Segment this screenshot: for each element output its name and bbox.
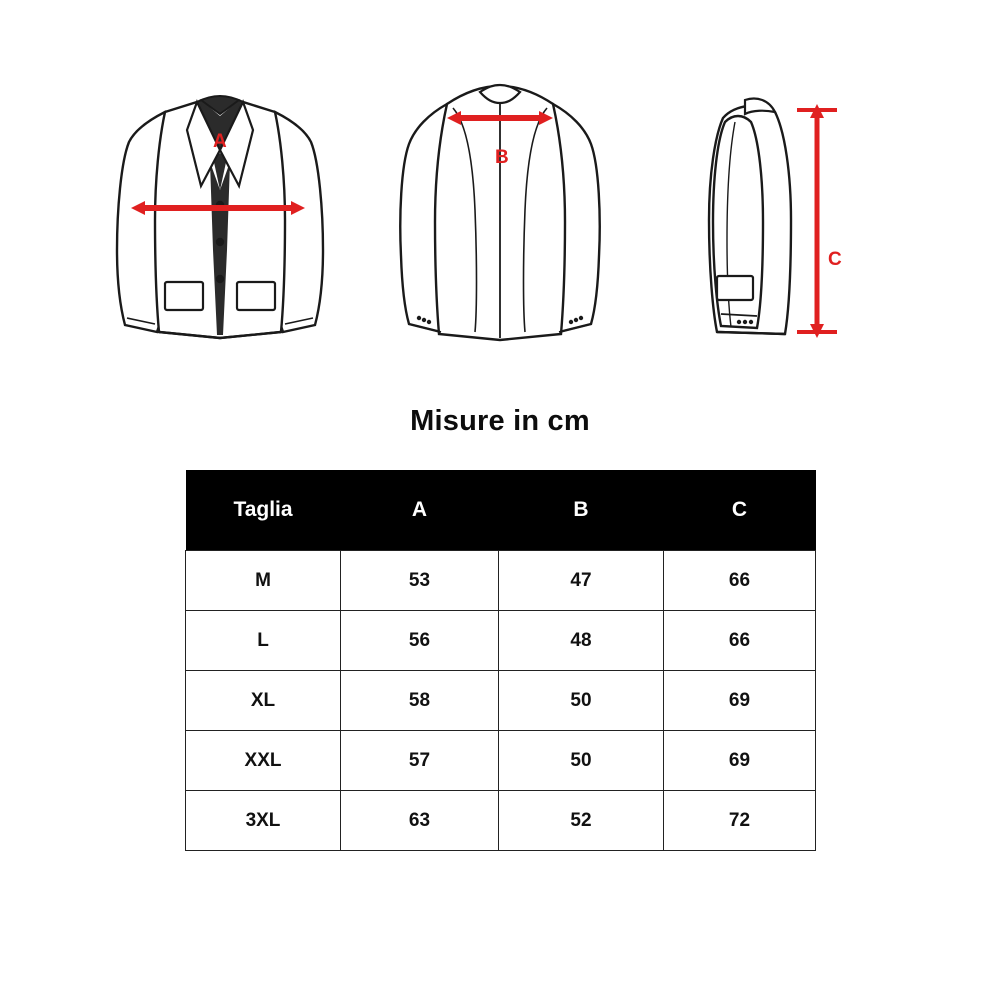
table-cell-size: XL	[186, 671, 341, 731]
table-header-cell-b: B	[499, 470, 664, 551]
measure-label-a-upper: A	[213, 131, 227, 152]
table-cell-b: 52	[499, 791, 664, 851]
size-table	[185, 470, 816, 851]
jacket-back-illustration	[385, 70, 615, 370]
jacket-side-view	[665, 70, 895, 370]
table-cell-a: 53	[341, 551, 499, 611]
table-row	[186, 551, 816, 611]
table-cell-c: 69	[664, 671, 816, 731]
table-header-row	[186, 470, 816, 551]
table-cell-b: 50	[499, 671, 664, 731]
measure-label-b: B	[495, 147, 509, 168]
page-title: Misure in cm	[410, 405, 590, 437]
table-cell-b: 48	[499, 611, 664, 671]
table-header-cell-size: Taglia	[186, 470, 341, 551]
table-cell-size: M	[186, 551, 341, 611]
table-cell-size: 3XL	[186, 791, 341, 851]
table-cell-a: 57	[341, 731, 499, 791]
table-row	[186, 671, 816, 731]
table-cell-c: 66	[664, 611, 816, 671]
table-cell-b: 50	[499, 731, 664, 791]
measurement-arrow-c	[797, 104, 837, 338]
table-cell-c: 66	[664, 551, 816, 611]
table-cell-b: 47	[499, 551, 664, 611]
jacket-front-illustration	[105, 70, 335, 370]
table-cell-size: XXL	[186, 731, 341, 791]
table-body	[186, 551, 816, 851]
table-cell-a: 63	[341, 791, 499, 851]
table-row	[186, 611, 816, 671]
table-cell-size: L	[186, 611, 341, 671]
size-table-container	[185, 470, 815, 851]
table-cell-c: 72	[664, 791, 816, 851]
table-header-cell-a: A	[341, 470, 499, 551]
illustration-row	[0, 70, 1000, 390]
table-cell-a: 56	[341, 611, 499, 671]
table-row	[186, 731, 816, 791]
table-header	[186, 470, 816, 551]
measure-label-c: C	[828, 249, 842, 270]
table-row	[186, 791, 816, 851]
table-header-cell-c: C	[664, 470, 816, 551]
jacket-back-view	[385, 70, 615, 370]
table-cell-a: 58	[341, 671, 499, 731]
jacket-front-view	[105, 70, 335, 370]
jacket-side-illustration	[665, 70, 895, 370]
table-cell-c: 69	[664, 731, 816, 791]
